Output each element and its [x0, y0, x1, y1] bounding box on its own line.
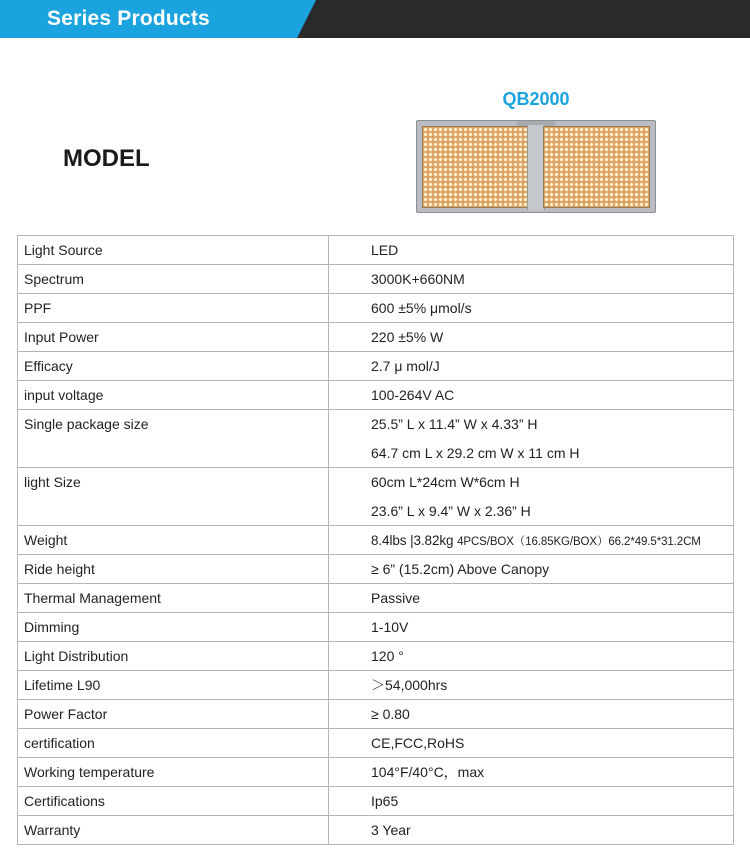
spec-value: 104°F/40°C，max — [329, 758, 734, 787]
table-row — [18, 265, 734, 294]
spec-key: Efficacy — [18, 352, 329, 381]
spec-value: LED — [329, 236, 734, 265]
spec-value: Passive — [329, 584, 734, 613]
table-row — [18, 700, 734, 729]
spec-value: ≥ 0.80 — [329, 700, 734, 729]
spec-value: 2.7 μ mol/J — [329, 352, 734, 381]
spec-value: CE,FCC,RoHS — [329, 729, 734, 758]
spec-value-weight — [329, 526, 734, 555]
table-row — [18, 584, 734, 613]
spec-key: Single package size — [18, 410, 329, 468]
banner-title: Series Products — [47, 7, 210, 30]
section-banner — [0, 0, 750, 38]
spec-value: ≥ 6” (15.2cm) Above Canopy — [329, 555, 734, 584]
spec-value-line-2: 64.7 cm L x 29.2 cm W x 11 cm H — [371, 445, 580, 461]
product-name: QB2000 — [502, 89, 570, 109]
table-row — [18, 758, 734, 787]
spec-value-multiline — [329, 410, 734, 468]
spec-key: Working temperature — [18, 758, 329, 787]
spec-key: light Size — [18, 468, 329, 526]
table-row — [18, 729, 734, 758]
spec-key: Lifetime L90 — [18, 671, 329, 700]
table-row — [18, 294, 734, 323]
table-row — [18, 468, 734, 526]
table-row — [18, 671, 734, 700]
spec-value: 120 ° — [329, 642, 734, 671]
spec-key: Certifications — [18, 787, 329, 816]
spec-value: 3000K+660NM — [329, 265, 734, 294]
spec-key: Power Factor — [18, 700, 329, 729]
spec-key: PPF — [18, 294, 329, 323]
spec-key: Input Power — [18, 323, 329, 352]
table-row — [18, 410, 734, 468]
spec-key: Light Source — [18, 236, 329, 265]
table-row — [18, 323, 734, 352]
table-row — [18, 236, 734, 265]
spec-value-line-1: 25.5” L x 11.4” W x 4.33” H — [371, 416, 538, 432]
spec-value-line-2: 23.6” L x 9.4” W x 2.36” H — [371, 503, 531, 519]
table-row — [18, 555, 734, 584]
spec-key: Weight — [18, 526, 329, 555]
spec-value: 600 ±5% μmol/s — [329, 294, 734, 323]
spec-key: certification — [18, 729, 329, 758]
package-info: 4PCS/BOX（16.85KG/BOX）66.2*49.5*31.2CM — [457, 536, 701, 548]
spec-value: ＞54,000hrs — [329, 671, 734, 700]
spec-value: 1-10V — [329, 613, 734, 642]
spec-key: Ride height — [18, 555, 329, 584]
spec-value-line-1: 60cm L*24cm W*6cm H — [371, 474, 520, 490]
spec-value: 100-264V AC — [329, 381, 734, 410]
table-row — [18, 787, 734, 816]
spec-key: Dimming — [18, 613, 329, 642]
spec-value: Ip65 — [329, 787, 734, 816]
led-board-left — [422, 126, 529, 208]
table-row — [18, 816, 734, 845]
spec-value-multiline — [329, 468, 734, 526]
table-row — [18, 642, 734, 671]
spec-key: Thermal Management — [18, 584, 329, 613]
spec-key: Light Distribution — [18, 642, 329, 671]
spec-key: Spectrum — [18, 265, 329, 294]
spec-table — [17, 235, 734, 845]
table-row — [18, 526, 734, 555]
spec-key: Warranty — [18, 816, 329, 845]
weight-value: 8.4lbs |3.82kg — [371, 533, 454, 548]
table-row — [18, 381, 734, 410]
table-row — [18, 352, 734, 381]
spec-value: 220 ±5% W — [329, 323, 734, 352]
model-label: MODEL — [63, 145, 150, 172]
spec-key: input voltage — [18, 381, 329, 410]
led-board-right — [543, 126, 650, 208]
table-row — [18, 613, 734, 642]
spec-value: 3 Year — [329, 816, 734, 845]
product-image — [416, 120, 656, 213]
